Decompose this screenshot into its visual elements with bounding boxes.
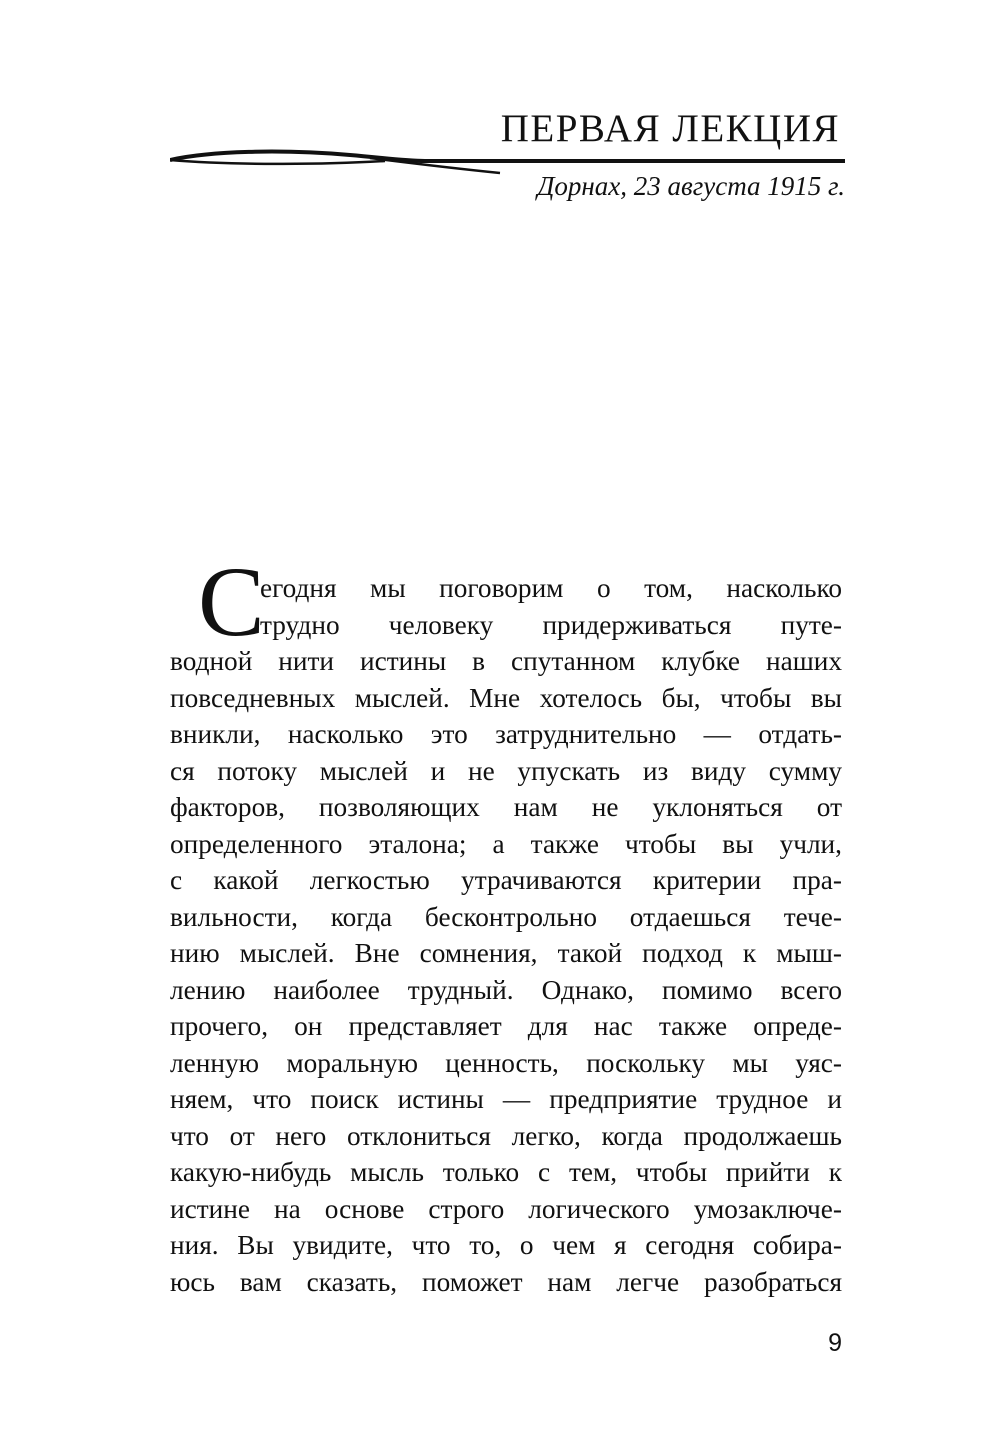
text-line: вильности, когда бесконтрольно отдаешься тече- xyxy=(170,901,842,932)
text-line: ся потоку мыслей и не упускать из виду сумму xyxy=(170,755,842,786)
page-number: 9 xyxy=(828,1329,842,1357)
lecture-body-paragraph xyxy=(170,570,842,1300)
text-line: водной нити истины в спутанном клубке наших xyxy=(170,646,842,676)
text-line: что от него отклониться легко, когда продолжаешь xyxy=(170,1120,842,1151)
text-line: нию мыслей. Вне сомнения, такой подход к мыш- xyxy=(170,938,842,968)
text-line: прочего, он представляет для нас также опреде- xyxy=(170,1011,842,1041)
chapter-title: ПЕРВАЯ ЛЕКЦИЯ xyxy=(500,107,840,150)
text-line: лению наиболее трудный. Однако, помимо всего xyxy=(170,974,842,1005)
text-line: ния. Вы увидите, что то, о чем я сегодня собира- xyxy=(170,1230,842,1260)
text-line: повседневных мыслей. Мне хотелось бы, чтобы вы xyxy=(170,682,842,713)
text-line: с какой легкостью утрачиваются критерии пра- xyxy=(170,865,842,895)
drop-cap-letter: С xyxy=(198,546,265,657)
text-line: егодня мы поговорим о том, насколько xyxy=(260,573,842,603)
text-line: вникли, насколько это затруднительно — отдать- xyxy=(170,719,842,749)
text-line: ленную моральную ценность, поскольку мы уяс- xyxy=(170,1047,842,1078)
text-line: определенного эталона; а также чтобы вы учли, xyxy=(170,828,842,859)
text-line: трудно человеку придерживаться путе- xyxy=(260,609,842,640)
text-line: факторов, позволяющих нам не уклоняться от xyxy=(170,792,842,822)
text-line: истине на основе строго логического умозаключе- xyxy=(170,1193,842,1224)
text-line: юсь вам сказать, поможет нам легче разобраться xyxy=(170,1266,842,1297)
text-line: какую-нибудь мысль только с тем, чтобы прийти к xyxy=(170,1157,842,1187)
text-line: няем, что поиск истины — предприятие трудное и xyxy=(170,1084,842,1114)
lecture-dateline: Дорнах, 23 августа 1915 г. xyxy=(537,171,845,201)
